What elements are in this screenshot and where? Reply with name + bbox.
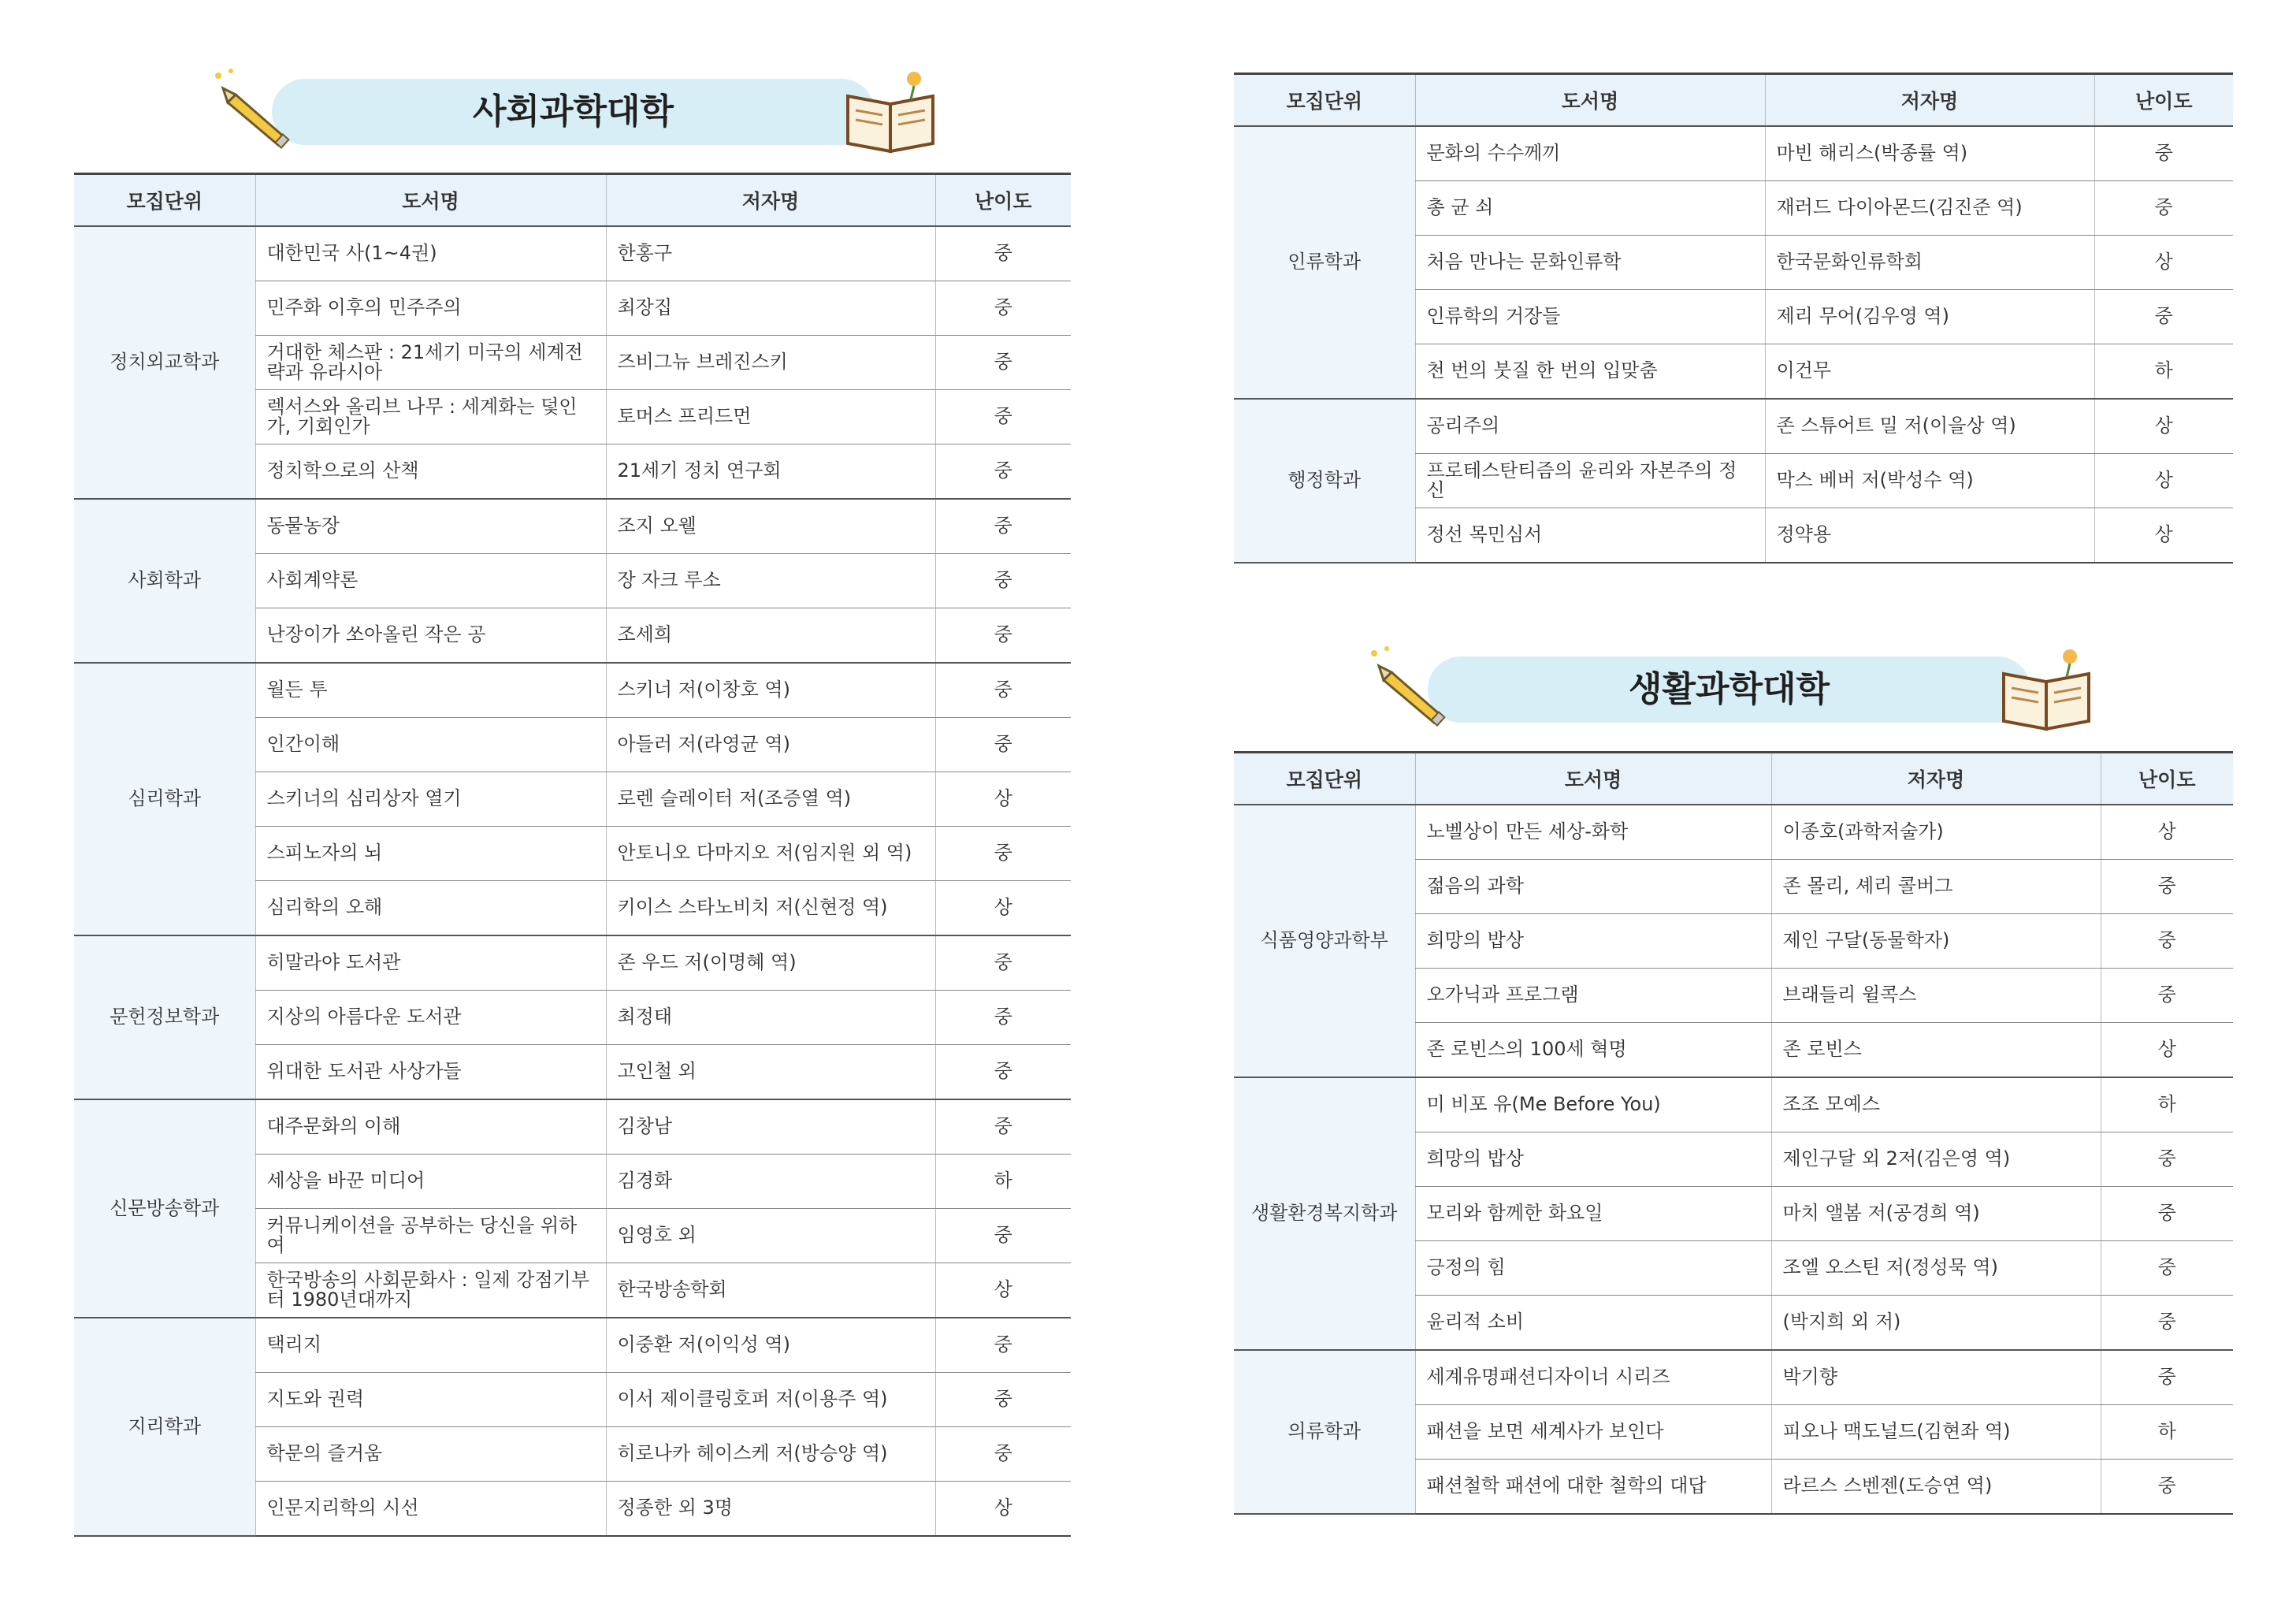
level-cell: 중 (935, 718, 1071, 772)
level-cell: 중 (2094, 126, 2233, 181)
header-author: 저자명 (1771, 753, 2101, 805)
book-cell: 오가닉과 프로그램 (1415, 969, 1771, 1023)
level-cell: 상 (935, 1482, 1071, 1537)
book-cell: 거대한 체스판 : 21세기 미국의 세계전략과 유라시아 (255, 336, 606, 390)
book-cell: 존 로빈스의 100세 혁명 (1415, 1023, 1771, 1078)
book-cell: 사회계약론 (255, 554, 606, 608)
author-cell: 장 자크 루소 (606, 554, 935, 608)
author-cell: 존 로빈스 (1771, 1023, 2101, 1078)
table-row (74, 1099, 1071, 1155)
author-cell: 안토니오 다마지오 저(임지원 외 역) (606, 827, 935, 881)
author-cell: 즈비그뉴 브레진스키 (606, 336, 935, 390)
book-cell: 세계유명패션디자이너 시리즈 (1415, 1350, 1771, 1405)
level-cell: 상 (935, 772, 1071, 827)
book-cell: 정선 목민심서 (1415, 508, 1765, 563)
author-cell: 존 우드 저(이명혜 역) (606, 935, 935, 991)
book-cell: 지도와 권력 (255, 1373, 606, 1427)
level-cell: 중 (935, 554, 1071, 608)
level-cell: 상 (2094, 236, 2233, 290)
header-book: 도서명 (1415, 74, 1765, 127)
unit-cell: 인류학과 (1234, 126, 1415, 399)
level-cell: 중 (935, 1318, 1071, 1373)
level-cell: 중 (935, 1427, 1071, 1482)
level-cell: 중 (935, 281, 1071, 336)
table-row (74, 1318, 1071, 1373)
level-cell: 하 (935, 1155, 1071, 1209)
unit-cell: 의류학과 (1234, 1350, 1415, 1514)
header-unit: 모집단위 (1234, 74, 1415, 127)
unit-cell: 식품영양과학부 (1234, 805, 1415, 1077)
author-cell: 히로나카 헤이스케 저(방승양 역) (606, 1427, 935, 1482)
author-cell: 스키너 저(이창호 역) (606, 663, 935, 718)
author-cell: 정종한 외 3명 (606, 1482, 935, 1537)
unit-cell: 행정학과 (1234, 399, 1415, 563)
level-cell: 상 (935, 881, 1071, 936)
book-cell: 대주문화의 이해 (255, 1099, 606, 1155)
author-cell: 이건무 (1765, 344, 2094, 400)
level-cell: 중 (2094, 181, 2233, 236)
level-cell: 중 (935, 1045, 1071, 1100)
book-cell: 인문지리학의 시선 (255, 1482, 606, 1537)
table-row (74, 935, 1071, 991)
book-cell: 민주화 이후의 민주주의 (255, 281, 606, 336)
table-row (1234, 1077, 2233, 1132)
header-level: 난이도 (935, 174, 1071, 227)
book-cell: 대한민국 사(1~4권) (255, 226, 606, 281)
author-cell: 김경화 (606, 1155, 935, 1209)
author-cell: 이서 제이클링호퍼 저(이용주 역) (606, 1373, 935, 1427)
level-cell: 상 (2094, 508, 2233, 563)
table-header (1234, 74, 2233, 127)
book-cell: 문화의 수수께끼 (1415, 126, 1765, 181)
author-cell: 이종호(과학저술가) (1771, 805, 2101, 860)
book-cell: 학문의 즐거움 (255, 1427, 606, 1482)
author-cell: 한국방송학회 (606, 1263, 935, 1318)
level-cell: 중 (2101, 1350, 2233, 1405)
author-cell: 막스 베버 저(박성수 역) (1765, 454, 2094, 508)
living-banner (1365, 650, 2094, 737)
author-cell: 제리 무어(김우영 역) (1765, 290, 2094, 344)
level-cell: 중 (935, 1209, 1071, 1263)
level-cell: 하 (2101, 1405, 2233, 1460)
author-cell: 제인구달 외 2저(김은영 역) (1771, 1132, 2101, 1187)
table-header (74, 174, 1071, 227)
author-cell: 한홍구 (606, 226, 935, 281)
header-author: 저자명 (606, 174, 935, 227)
book-cell: 인간이해 (255, 718, 606, 772)
unit-cell: 심리학과 (74, 663, 255, 935)
header-unit: 모집단위 (74, 174, 255, 227)
table-row (74, 499, 1071, 554)
level-cell: 상 (935, 1263, 1071, 1318)
book-cell: 심리학의 오해 (255, 881, 606, 936)
book-cell: 월든 투 (255, 663, 606, 718)
author-cell: 라르스 스벤젠(도승연 역) (1771, 1460, 2101, 1515)
author-cell: 제인 구달(동물학자) (1771, 914, 2101, 969)
unit-cell: 지리학과 (74, 1318, 255, 1536)
book-cell: 인류학의 거장들 (1415, 290, 1765, 344)
level-cell: 하 (2101, 1077, 2233, 1132)
book-cell: 스키너의 심리상자 열기 (255, 772, 606, 827)
level-cell: 중 (2094, 290, 2233, 344)
level-cell: 하 (2094, 344, 2233, 400)
level-cell: 중 (935, 444, 1071, 500)
book-cell: 위대한 도서관 사상가들 (255, 1045, 606, 1100)
unit-cell: 정치외교학과 (74, 226, 255, 499)
book-cell: 스피노자의 뇌 (255, 827, 606, 881)
book-cell: 패션철학 패션에 대한 철학의 대답 (1415, 1460, 1771, 1515)
book-cell: 커뮤니케이션을 공부하는 당신을 위하여 (255, 1209, 606, 1263)
level-cell: 중 (2101, 860, 2233, 914)
author-cell: 조지 오웰 (606, 499, 935, 554)
book-cell: 젊음의 과학 (1415, 860, 1771, 914)
author-cell: 조세희 (606, 608, 935, 664)
table-row (74, 226, 1071, 281)
level-cell: 중 (2101, 914, 2233, 969)
book-cell: 히말라야 도서관 (255, 935, 606, 991)
author-cell: 마빈 해리스(박종률 역) (1765, 126, 2094, 181)
book-cell: 한국방송의 사회문화사 : 일제 강점기부터 1980년대까지 (255, 1263, 606, 1318)
level-cell: 중 (935, 608, 1071, 664)
header-book: 도서명 (1415, 753, 1771, 805)
book-cell: 희망의 밥상 (1415, 914, 1771, 969)
level-cell: 중 (935, 226, 1071, 281)
book-cell: 난장이가 쏘아올린 작은 공 (255, 608, 606, 664)
table-row (1234, 805, 2233, 860)
author-cell: 박기향 (1771, 1350, 2101, 1405)
book-cell: 천 번의 붓질 한 번의 입맞춤 (1415, 344, 1765, 400)
book-cell: 프로테스탄티즘의 윤리와 자본주의 정신 (1415, 454, 1765, 508)
author-cell: 한국문화인류학회 (1765, 236, 2094, 290)
author-cell: 정약용 (1765, 508, 2094, 563)
social-table (74, 173, 1071, 1537)
author-cell: 존 스튜어트 밀 저(이을상 역) (1765, 399, 2094, 454)
level-cell: 상 (2101, 805, 2233, 860)
book-cell: 희망의 밥상 (1415, 1132, 1771, 1187)
book-icon (1999, 642, 2094, 737)
unit-cell: 생활환경복지학과 (1234, 1077, 1415, 1350)
author-cell: 최장집 (606, 281, 935, 336)
book-cell: 세상을 바꾼 미디어 (255, 1155, 606, 1209)
level-cell: 중 (935, 499, 1071, 554)
social-banner (209, 73, 938, 159)
author-cell: 고인철 외 (606, 1045, 935, 1100)
header-level: 난이도 (2101, 753, 2233, 805)
table-row (1234, 126, 2233, 181)
header-level: 난이도 (2094, 74, 2233, 127)
book-cell: 윤리적 소비 (1415, 1296, 1771, 1351)
unit-cell: 문헌정보학과 (74, 935, 255, 1099)
author-cell: 브래들리 윌콕스 (1771, 969, 2101, 1023)
level-cell: 상 (2101, 1023, 2233, 1078)
level-cell: 중 (935, 390, 1071, 444)
book-cell: 렉서스와 올리브 나무 : 세계화는 덫인가, 기회인가 (255, 390, 606, 444)
author-cell: 마치 앨봄 저(공경희 역) (1771, 1187, 2101, 1241)
book-cell: 동물농장 (255, 499, 606, 554)
level-cell: 상 (2094, 454, 2233, 508)
author-cell: 아들러 저(라영균 역) (606, 718, 935, 772)
unit-cell: 신문방송학과 (74, 1099, 255, 1318)
book-cell: 택리지 (255, 1318, 606, 1373)
level-cell: 중 (2101, 1241, 2233, 1296)
level-cell: 중 (935, 935, 1071, 991)
author-cell: 로렌 슬레이터 저(조증열 역) (606, 772, 935, 827)
book-cell: 모리와 함께한 화요일 (1415, 1187, 1771, 1241)
author-cell: (박지희 외 저) (1771, 1296, 2101, 1351)
header-unit: 모집단위 (1234, 753, 1415, 805)
level-cell: 중 (935, 827, 1071, 881)
book-cell: 처음 만나는 문화인류학 (1415, 236, 1765, 290)
table-row (1234, 1350, 2233, 1405)
book-cell: 정치학으로의 산책 (255, 444, 606, 500)
book-cell: 공리주의 (1415, 399, 1765, 454)
level-cell: 중 (935, 1099, 1071, 1155)
level-cell: 중 (935, 336, 1071, 390)
table-header (1234, 753, 2233, 805)
section-title: 사회과학대학 (472, 91, 674, 132)
author-cell: 조조 모예스 (1771, 1077, 2101, 1132)
book-cell: 패션을 보면 세계사가 보인다 (1415, 1405, 1771, 1460)
author-cell: 김창남 (606, 1099, 935, 1155)
level-cell: 중 (2101, 1460, 2233, 1515)
level-cell: 상 (2094, 399, 2233, 454)
header-author: 저자명 (1765, 74, 2094, 127)
unit-cell: 사회학과 (74, 499, 255, 663)
level-cell: 중 (2101, 1187, 2233, 1241)
author-cell: 조엘 오스틴 저(정성묵 역) (1771, 1241, 2101, 1296)
author-cell: 임영호 외 (606, 1209, 935, 1263)
book-cell: 긍정의 힘 (1415, 1241, 1771, 1296)
book-icon (843, 65, 938, 159)
level-cell: 중 (935, 991, 1071, 1045)
section-title: 생활과학대학 (1628, 669, 1830, 709)
book-cell: 노벨상이 만든 세상-화학 (1415, 805, 1771, 860)
author-cell: 이중환 저(이익성 역) (606, 1318, 935, 1373)
author-cell: 재러드 다이아몬드(김진준 역) (1765, 181, 2094, 236)
author-cell: 최정태 (606, 991, 935, 1045)
book-cell: 미 비포 유(Me Before You) (1415, 1077, 1771, 1132)
level-cell: 중 (2101, 1296, 2233, 1351)
author-cell: 21세기 정치 연구회 (606, 444, 935, 500)
level-cell: 중 (2101, 969, 2233, 1023)
level-cell: 중 (935, 663, 1071, 718)
header-book: 도서명 (255, 174, 606, 227)
level-cell: 중 (935, 1373, 1071, 1427)
author-cell: 존 몰리, 셰리 콜버그 (1771, 860, 2101, 914)
book-cell: 총 균 쇠 (1415, 181, 1765, 236)
living-table (1234, 751, 2233, 1515)
level-cell: 중 (2101, 1132, 2233, 1187)
table-row (1234, 399, 2233, 454)
author-cell: 피오나 맥도널드(김현좌 역) (1771, 1405, 2101, 1460)
author-cell: 토머스 프리드먼 (606, 390, 935, 444)
table-row (74, 663, 1071, 718)
author-cell: 키이스 스타노비치 저(신현정 역) (606, 881, 935, 936)
book-cell: 지상의 아름다운 도서관 (255, 991, 606, 1045)
social-cont-table (1234, 73, 2233, 563)
